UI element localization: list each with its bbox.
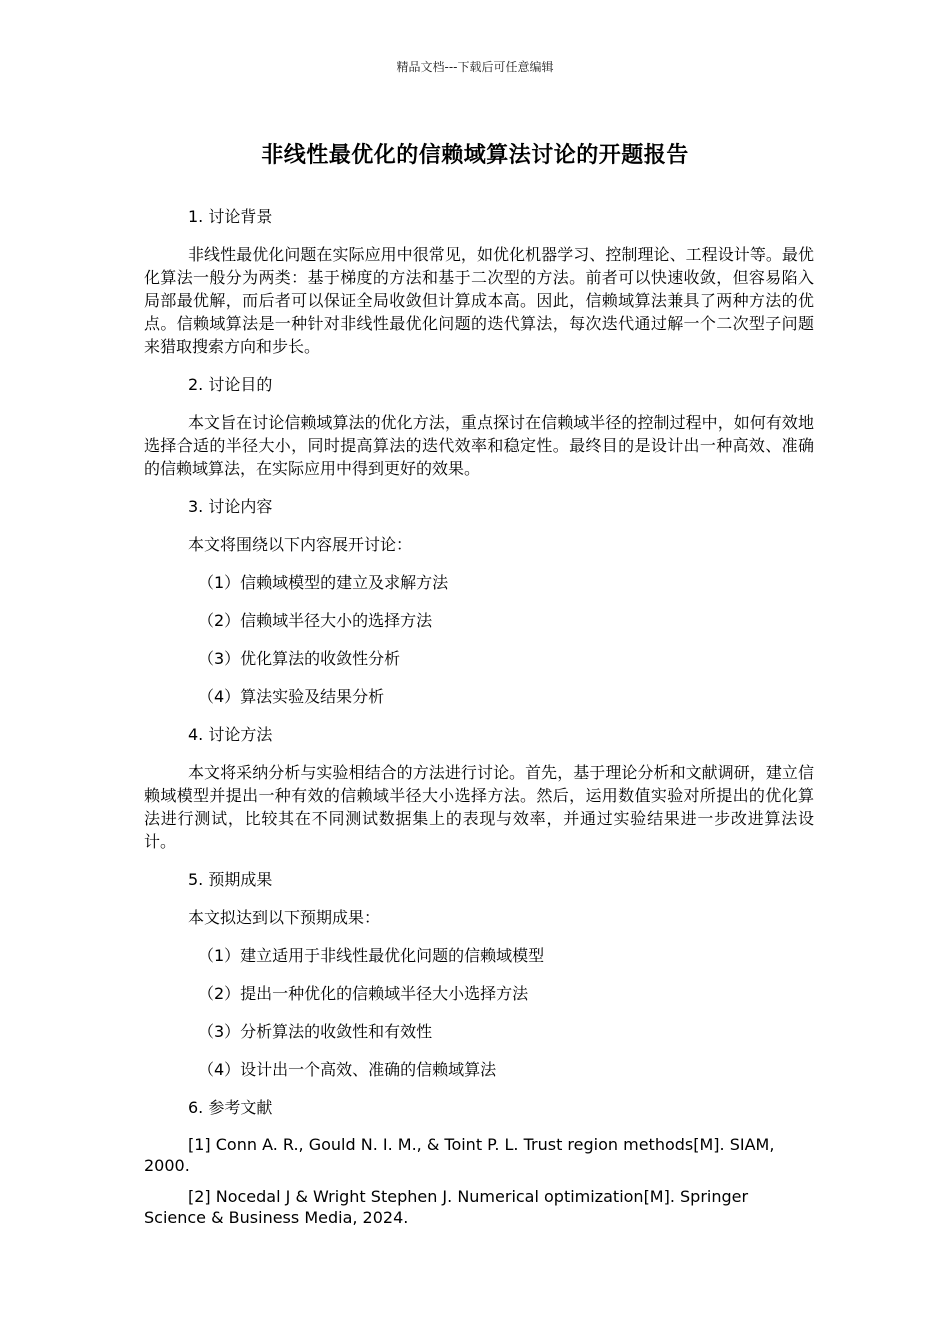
expected-results-list-item: （1）建立适用于非线性最优化问题的信赖域模型 — [198, 946, 545, 965]
section-heading-expected-results: 5. 预期成果 — [188, 870, 273, 889]
content-list-item: （2）信赖域半径大小的选择方法 — [198, 611, 433, 630]
method-paragraph: 本文将采纳分析与实验相结合的方法进行讨论。首先，基于理论分析和文献调研，建立信赖域模型并提出一种有效的信赖域半径大小选择方法。然后，运用数值实验对所提出的优化算法进行测试，比较其在不同测试数据集上的表现与效率，并通过实验结果进一步改进算法设计。 — [144, 763, 814, 851]
purpose-paragraph: 本文旨在讨论信赖域算法的优化方法，重点探讨在信赖域半径的控制过程中，如何有效地选择合适的半径大小，同时提高算法的迭代效率和稳定性。最终目的是设计出一种高效、准确的信赖域算法，在实际应用中得到更好的效果。 — [144, 413, 814, 478]
expected-results-list-item: （3）分析算法的收敛性和有效性 — [198, 1022, 433, 1041]
reference-entry: [2] Nocedal J & Wright Stephen J. Numerical optimization[M]. Springer Science & Business Media, 2024. — [144, 1187, 749, 1227]
document-title: 非线性最优化的信赖域算法讨论的开题报告 — [261, 143, 689, 168]
page-header: 精品文档---下载后可任意编辑 — [396, 60, 554, 74]
background-paragraph: 非线性最优化问题在实际应用中很常见，如优化机器学习、控制理论、工程设计等。最优化算法一般分为两类：基于梯度的方法和基于二次型的方法。前者可以快速收敛，但容易陷入局部最优解，而后者可以保证全局收敛但计算成本高。因此，信赖域算法兼具了两种方法的优点。信赖域算法是一种针对非线性最优化问题的迭代算法，每次迭代通过解一个二次型子问题来猎取搜索方向和步长。 — [144, 245, 814, 356]
expected-results-list-item: （2）提出一种优化的信赖域半径大小选择方法 — [198, 984, 529, 1003]
content-list-item: （1）信赖域模型的建立及求解方法 — [198, 573, 449, 592]
content-list-item: （3）优化算法的收敛性分析 — [198, 649, 401, 668]
expected-results-intro: 本文拟达到以下预期成果： — [188, 908, 381, 927]
expected-results-list-item: （4）设计出一个高效、准确的信赖域算法 — [198, 1060, 497, 1079]
section-heading-method: 4. 讨论方法 — [188, 725, 273, 744]
section-heading-purpose: 2. 讨论目的 — [188, 375, 273, 394]
document-body — [144, 205, 814, 1238]
section-heading-background: 1. 讨论背景 — [188, 207, 273, 226]
content-intro: 本文将围绕以下内容展开讨论： — [188, 535, 413, 554]
content-list-item: （4）算法实验及结果分析 — [198, 687, 385, 706]
reference-entry: [1] Conn A. R., Gould N. I. M., & Toint P. L. Trust region methods[M]. SIAM, 2000. — [144, 1135, 775, 1175]
section-heading-references: 6. 参考文献 — [188, 1098, 273, 1117]
section-heading-content: 3. 讨论内容 — [188, 497, 273, 516]
